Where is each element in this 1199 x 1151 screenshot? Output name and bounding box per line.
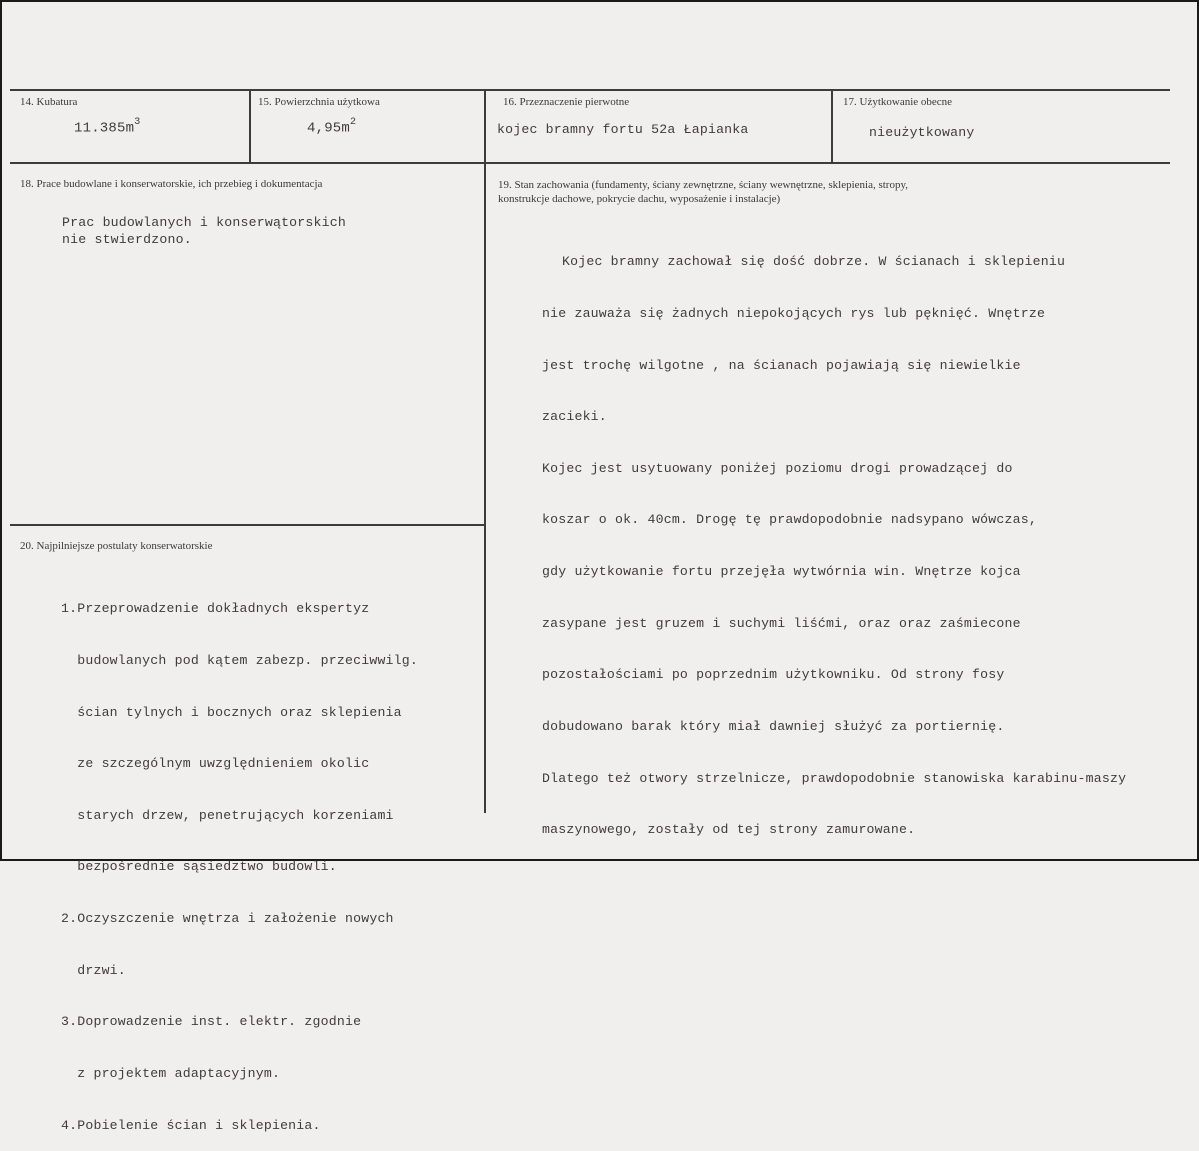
rule-v2	[484, 89, 486, 813]
powierzchnia-label: 15. Powierzchnia użytkowa	[258, 96, 380, 108]
kubatura-value: $11.385m^3$	[74, 117, 141, 137]
stan-line: zacieki.	[542, 409, 607, 425]
powierzchnia-value: $4,95m^2$	[307, 117, 357, 137]
postulaty-line: ze szczególnym uwzględnieniem okolic	[61, 756, 370, 772]
postulaty-line: 4.Pobielenie ścian i sklepienia.	[61, 1117, 321, 1133]
postulaty-line: bezpośrednie sąsiedztwo budowli.	[61, 859, 337, 875]
rule-row1-bottom	[10, 162, 1170, 164]
uzytkowanie-value: nieużytkowany	[869, 125, 975, 140]
kubatura-label: 14. Kubatura	[20, 96, 78, 108]
stan-line: dobudowano barak który miał dawniej służyć za portiernię.	[542, 718, 1005, 734]
prace-text	[62, 214, 346, 248]
stan-line: Kojec jest usytuowany poniżej poziomu drogi prowadzącej do	[542, 460, 1013, 476]
stan-label-line1: 19. Stan zachowania (fundamenty, ściany zewnętrzne, ściany wewnętrzne, sklepienia, stropy,	[498, 179, 909, 191]
przeznaczenie-label: 16. Przeznaczenie pierwotne	[503, 96, 630, 108]
postulaty-line: ścian tylnych i bocznych oraz sklepienia	[61, 704, 402, 720]
postulaty-line: 1.Przeprowadzenie dokładnych ekspertyz	[61, 601, 370, 617]
stan-line: Dlatego też otwory strzelnicze, prawdopodobnie stanowiska karabinu-maszy	[542, 770, 1127, 786]
rule-top	[10, 89, 1170, 91]
uzytkowanie-label: 17. Użytkowanie obecne	[843, 96, 953, 108]
stan-text	[542, 219, 1192, 856]
stan-line: Kojec bramny zachował się dość dobrze. W ścianach i sklepieniu	[562, 254, 1066, 270]
stan-line: koszar o ok. 40cm. Drogę tę prawdopodobnie nadsypano wówczas,	[542, 512, 1037, 528]
postulaty-line: 3.Doprowadzenie inst. elektr. zgodnie	[61, 1014, 362, 1030]
postulaty-line: budowlanych pod kątem zabezp. przeciwwilg.	[61, 653, 419, 669]
prace-label: 18. Prace budowlane i konserwatorskie, ich przebieg i dokumentacja	[20, 178, 323, 190]
stan-label-line2: konstrukcje dachowe, pokrycie dachu, wyposażenie i instalacje)	[498, 193, 781, 205]
postulaty-line: 2.Oczyszczenie wnętrza i założenie nowych	[61, 911, 394, 927]
postulaty-label: 20. Najpilniejsze postulaty konserwatorskie	[20, 540, 213, 552]
stan-line: maszynowego, zostały od tej strony zamurowane.	[542, 822, 916, 838]
rule-v1	[249, 89, 251, 164]
stan-line: jest trochę wilgotne , na ścianach pojawiają się niewielkie	[542, 357, 1021, 373]
rule-section18-bottom	[10, 524, 484, 526]
prace-line: nie stwierdzono.	[62, 232, 192, 248]
postulaty-line: z projektem adaptacyjnym.	[61, 1065, 281, 1081]
stan-line: zasypane jest gruzem i suchymi liśćmi, oraz oraz zaśmiecone	[542, 615, 1021, 631]
stan-line: gdy użytkowanie fortu przejęła wytwórnia win. Wnętrze kojca	[542, 564, 1021, 580]
postulaty-line: drzwi.	[61, 962, 126, 978]
postulaty-line: starych drzew, penetrujących korzeniami	[61, 807, 394, 823]
rule-v3	[831, 89, 833, 164]
stan-line: nie zauważa się żadnych niepokojących rys lub pęknięć. Wnętrze	[542, 306, 1046, 322]
postulaty-text	[61, 566, 418, 1151]
stan-line: pozostałościami po poprzednim użytkowniku. Od strony fosy	[542, 667, 1005, 683]
prace-line: Prac budowlanych i konserwątorskich	[62, 215, 346, 230]
przeznaczenie-value: kojec bramny fortu 52a Łapianka	[497, 122, 749, 137]
